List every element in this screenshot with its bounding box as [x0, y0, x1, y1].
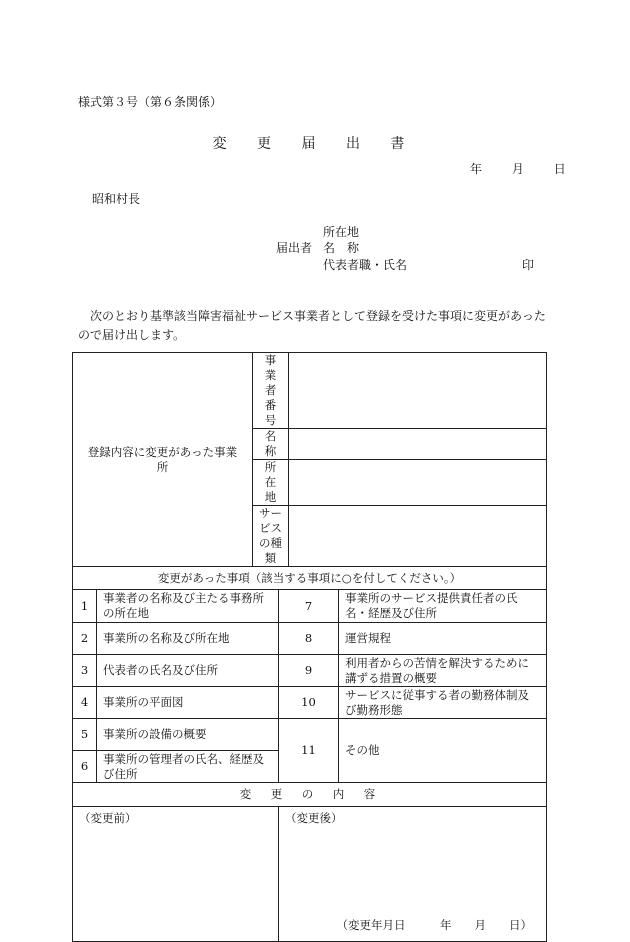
change-item-number[interactable]: 1: [73, 590, 97, 623]
date-year: 年: [470, 162, 483, 176]
change-item-text: 事業所の管理者の氏名、経歴及び住所: [97, 751, 279, 783]
form-number: 様式第３号（第６条関係）: [78, 95, 223, 109]
document-title: 変 更 届 出 書: [212, 136, 418, 152]
change-item-text: サービスに従事する者の勤務体制及び勤務形態: [339, 687, 547, 719]
before-change-label: （変更前）: [79, 811, 137, 825]
change-item-text: 事業所の名称及び所在地: [97, 623, 279, 655]
change-item-text: 事業所のサービス提供責任者の氏名・経歴及び住所: [339, 590, 547, 623]
after-change-area[interactable]: [279, 807, 547, 942]
registration-section-label: 登録内容に変更があった事業所: [73, 353, 253, 567]
change-item-number[interactable]: 4: [73, 687, 97, 719]
addressee: 昭和村長: [92, 192, 141, 206]
service-type-label: サービスの種類: [253, 506, 289, 567]
change-form-table: [72, 352, 547, 942]
business-address-label: 所 在 地: [253, 460, 289, 506]
change-item-number[interactable]: 3: [73, 655, 97, 687]
change-item-number[interactable]: 6: [73, 751, 97, 783]
notifier-label: 届出者: [276, 241, 313, 255]
service-type-field[interactable]: [289, 506, 547, 567]
change-item-number[interactable]: 9: [279, 655, 339, 687]
business-name-field[interactable]: [289, 429, 547, 460]
date-day: 日: [553, 162, 566, 176]
change-item-number[interactable]: 11: [279, 719, 339, 783]
business-address-field[interactable]: [289, 460, 547, 506]
notifier-name-label: 名 称: [323, 241, 360, 255]
date-month: 月: [511, 162, 524, 176]
change-item-number[interactable]: 7: [279, 590, 339, 623]
change-item-text: 事業所の平面図: [97, 687, 279, 719]
change-item-text: その他: [339, 719, 547, 783]
change-item-number[interactable]: 8: [279, 623, 339, 655]
change-item-text: 事業所の設備の概要: [97, 719, 279, 751]
after-change-label: （変更後）: [285, 811, 343, 825]
content-header: 変 更 の 内 容: [73, 783, 547, 807]
change-item-number[interactable]: 5: [73, 719, 97, 751]
change-item-text: 代表者の氏名及び住所: [97, 655, 279, 687]
change-item-text: 事業者の名称及び主たる事務所の所在地: [97, 590, 279, 623]
notifier-location-label: 所在地: [323, 225, 360, 239]
submission-date: [470, 163, 566, 175]
change-date: （変更年月日 年 月 日）: [336, 918, 532, 932]
change-item-number[interactable]: 2: [73, 623, 97, 655]
before-change-area[interactable]: [73, 807, 279, 942]
change-item-text: 利用者からの苦情を解決するために講ずる措置の概要: [339, 655, 547, 687]
business-number-field[interactable]: [289, 353, 547, 429]
intro-text: 次のとおり基準該当障害福祉サービス事業者として登録を受けた事項に変更があったので届け出します。: [78, 309, 546, 342]
changes-header: 変更があった事項（該当する事項に○を付してください。）: [73, 567, 547, 590]
business-name-label: 名 称: [253, 429, 289, 460]
change-item-text: 運営規程: [339, 623, 547, 655]
notifier-representative-label: 代表者職・氏名: [323, 258, 408, 272]
business-number-label: 事 業 者 番 号: [253, 353, 289, 429]
change-item-number[interactable]: 10: [279, 687, 339, 719]
seal-mark: 印: [522, 258, 535, 272]
